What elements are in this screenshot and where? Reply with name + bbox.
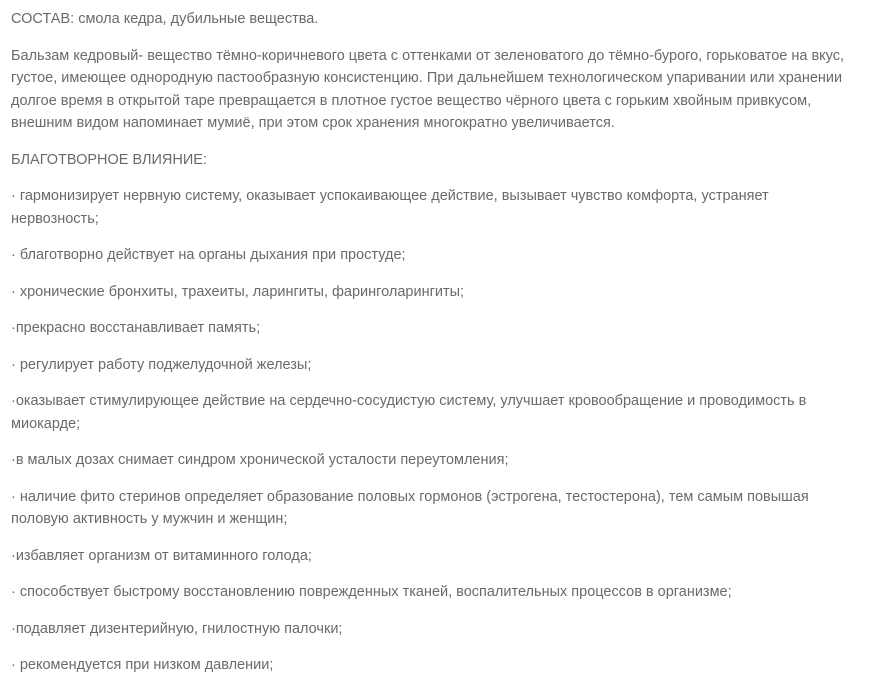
list-item: ·подавляет дизентерийную, гнилостную палочки; bbox=[11, 620, 343, 637]
list-item: · хронические бронхиты, трахеиты, ларингиты, фаринголарингиты; bbox=[11, 283, 465, 300]
list-item: · гармонизирует нервную систему, оказывает успокаивающее действие, вызывает чувство комфорта, устраняет нервозность; bbox=[11, 188, 769, 227]
list-item: · регулирует работу поджелудочной железы; bbox=[11, 356, 312, 373]
list-item: · рекомендуется при низком давлении; bbox=[11, 657, 274, 673]
list-item: · способствует быстрому восстановлению поврежденных тканей, воспалительных процессов в организме; bbox=[11, 584, 732, 600]
list-item: ·в малых дозах снимает синдром хронической усталости переутомления; bbox=[11, 452, 509, 468]
benefits-list bbox=[11, 185, 846, 677]
list-item: ·прекрасно восстанавливает память; bbox=[11, 320, 261, 336]
list-item: ·избавляет организм от витаминного голода; bbox=[11, 547, 312, 564]
composition-text: СОСТАВ: смола кедра, дубильные вещества. bbox=[11, 11, 319, 27]
list-item: · благотворно действует на органы дыхания при простуде; bbox=[11, 247, 406, 263]
list-item: · наличие фито стеринов определяет образование половых гормонов (эстрогена, тестостерона), тем самым повышая половую активность у мужчин и женщин; bbox=[11, 488, 809, 527]
benefits-heading: БЛАГОТВОРНОЕ ВЛИЯНИЕ: bbox=[11, 151, 207, 168]
list-item: ·оказывает стимулирующее действие на сердечно-сосудистую систему, улучшает кровообращение и проводимость в миокарде; bbox=[11, 393, 807, 432]
description-paragraph: Бальзам кедровый- вещество тёмно-коричневого цвета с оттенками от зеленоватого до тёмно-бурого, горьковатое на вкус, густое, имеющее однородную пастообразную консистенцию. При дальнейшем технологическом упаривании или хранении долгое время в открытой таре превращается в плотное густое вещество чёрного цвета с горьким хвойным привкусом, внешним видом напоминает мумиё, при этом срок хранения многократно увеличивается. bbox=[11, 47, 845, 131]
